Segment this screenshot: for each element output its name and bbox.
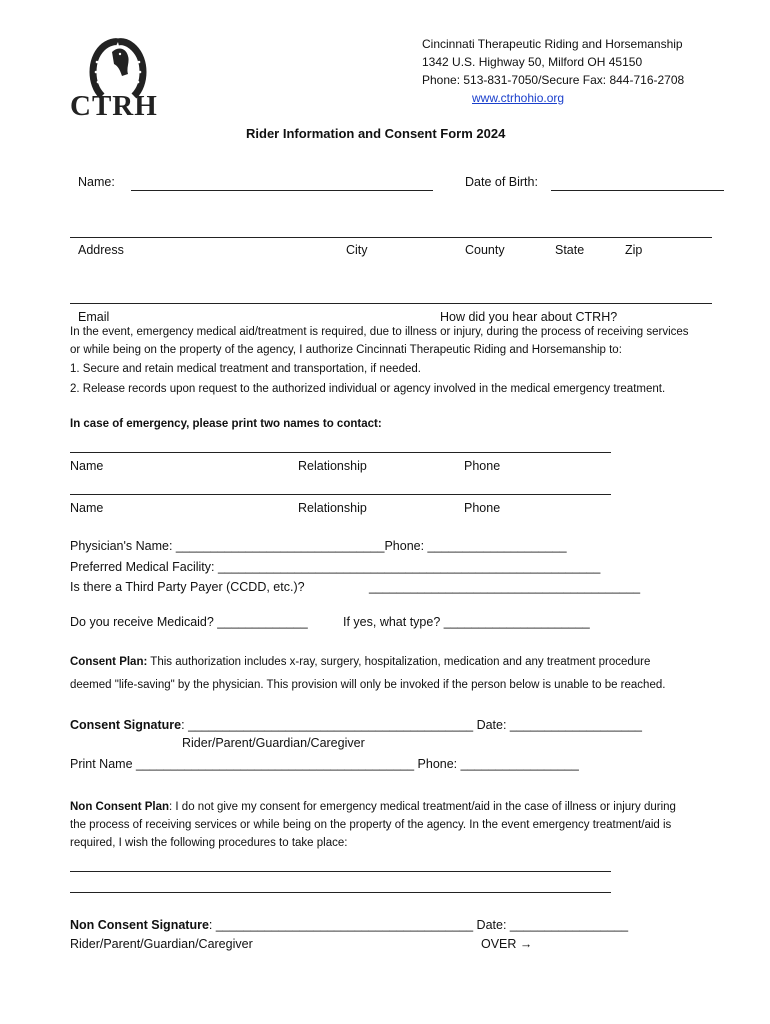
non-consent-plan-text-3: required, I wish the following procedures to take place: xyxy=(70,837,348,849)
name-field[interactable] xyxy=(131,190,433,191)
authorization-item-2: 2. Release records upon request to the authorized individual or agency involved in the medical emergency treatment. xyxy=(70,383,666,395)
authorization-text-1: In the event, emergency medical aid/treatment is required, due to illness or injury, during the process of receiving services xyxy=(70,326,689,338)
emergency-contact-2-field[interactable] xyxy=(70,494,611,495)
emergency-phone-label-1: Phone xyxy=(464,459,501,473)
non-consent-signature-field[interactable] xyxy=(70,918,628,932)
form-title: Rider Information and Consent Form 2024 xyxy=(246,126,506,141)
ctrh-logo xyxy=(68,38,168,128)
address-field[interactable] xyxy=(70,237,712,238)
emergency-phone-label-2: Phone xyxy=(464,501,501,515)
dob-field[interactable] xyxy=(551,190,724,191)
non-consent-signature-sub: Rider/Parent/Guardian/Caregiver xyxy=(70,937,253,951)
non-consent-signature-label: Non Consent Signature xyxy=(70,918,209,932)
procedures-field-2[interactable] xyxy=(70,892,611,893)
consent-plan-label: Consent Plan: xyxy=(70,656,148,668)
org-phone: Phone: 513-831-7050/Secure Fax: 844-716-2708 xyxy=(422,73,685,87)
over-label: OVER → xyxy=(481,937,533,951)
email-field[interactable] xyxy=(70,303,712,304)
website-link[interactable]: www.ctrhohio.org xyxy=(472,91,565,105)
physician-field[interactable]: Physician's Name: ______________________________Phone: ____________________ xyxy=(70,539,567,553)
consent-plan-text-2: deemed "life-saving" by the physician. This provision will only be invoked if the person below is unable to be reached. xyxy=(70,679,666,691)
org-name: Cincinnati Therapeutic Riding and Horsemanship xyxy=(422,37,683,51)
address-label: Address xyxy=(78,243,124,257)
non-consent-plan-text-2: the process of receiving services or while being on the property of the agency. In the event emergency treatment/aid is xyxy=(70,819,672,831)
medicaid-field[interactable]: Do you receive Medicaid? _____________ xyxy=(70,615,308,629)
city-label: City xyxy=(346,243,368,257)
zip-label: Zip xyxy=(625,243,643,257)
org-address: 1342 U.S. Highway 50, Milford OH 45150 xyxy=(422,55,643,69)
medicaid-type-field[interactable]: If yes, what type? _____________________ xyxy=(343,615,590,629)
email-label: Email xyxy=(78,310,110,324)
emergency-name-label-2: Name xyxy=(70,501,104,515)
state-label: State xyxy=(555,243,585,257)
authorization-text-2: or while being on the property of the agency, I authorize Cincinnati Therapeutic Riding and Horsemanship to: xyxy=(70,344,622,356)
medical-facility-field[interactable]: Preferred Medical Facility: _______________________________________________________ xyxy=(70,560,601,574)
emergency-relationship-label-1: Relationship xyxy=(298,459,367,473)
emergency-contact-1-field[interactable] xyxy=(70,452,611,453)
hear-about-label: How did you hear about CTRH? xyxy=(440,310,618,324)
print-name-field[interactable]: Print Name ________________________________________ Phone: _________________ xyxy=(70,757,579,771)
non-consent-signature-blank[interactable]: : _____________________________________ Date: _________________ xyxy=(208,918,629,932)
logo-text: CTRH xyxy=(70,90,158,122)
consent-signature-sub: Rider/Parent/Guardian/Caregiver xyxy=(182,736,365,750)
consent-signature-blank[interactable]: : _________________________________________ Date: ___________________ xyxy=(181,718,643,732)
consent-signature-field[interactable] xyxy=(70,718,642,732)
non-consent-plan-text-1 xyxy=(70,801,676,813)
name-label: Name: xyxy=(78,175,115,189)
emergency-name-label-1: Name xyxy=(70,459,104,473)
emergency-heading: In case of emergency, please print two names to contact: xyxy=(70,418,382,430)
consent-signature-label: Consent Signature xyxy=(70,718,182,732)
non-consent-plan-label: Non Consent Plan xyxy=(70,801,170,813)
third-party-field[interactable]: _______________________________________ xyxy=(369,580,641,594)
procedures-field-1[interactable] xyxy=(70,871,611,872)
county-label: County xyxy=(465,243,505,257)
consent-plan-body: This authorization includes x-ray, surgery, hospitalization, medication and any treatment procedure xyxy=(147,656,651,668)
authorization-item-1: 1. Secure and retain medical treatment and transportation, if needed. xyxy=(70,363,421,375)
emergency-relationship-label-2: Relationship xyxy=(298,501,367,515)
non-consent-plan-body: : I do not give my consent for emergency medical treatment/aid in the case of illness or injury during xyxy=(169,801,676,813)
third-party-label: Is there a Third Party Payer (CCDD, etc.)? xyxy=(70,580,305,594)
consent-plan-text-1 xyxy=(70,656,650,668)
dob-label: Date of Birth: xyxy=(465,175,538,189)
